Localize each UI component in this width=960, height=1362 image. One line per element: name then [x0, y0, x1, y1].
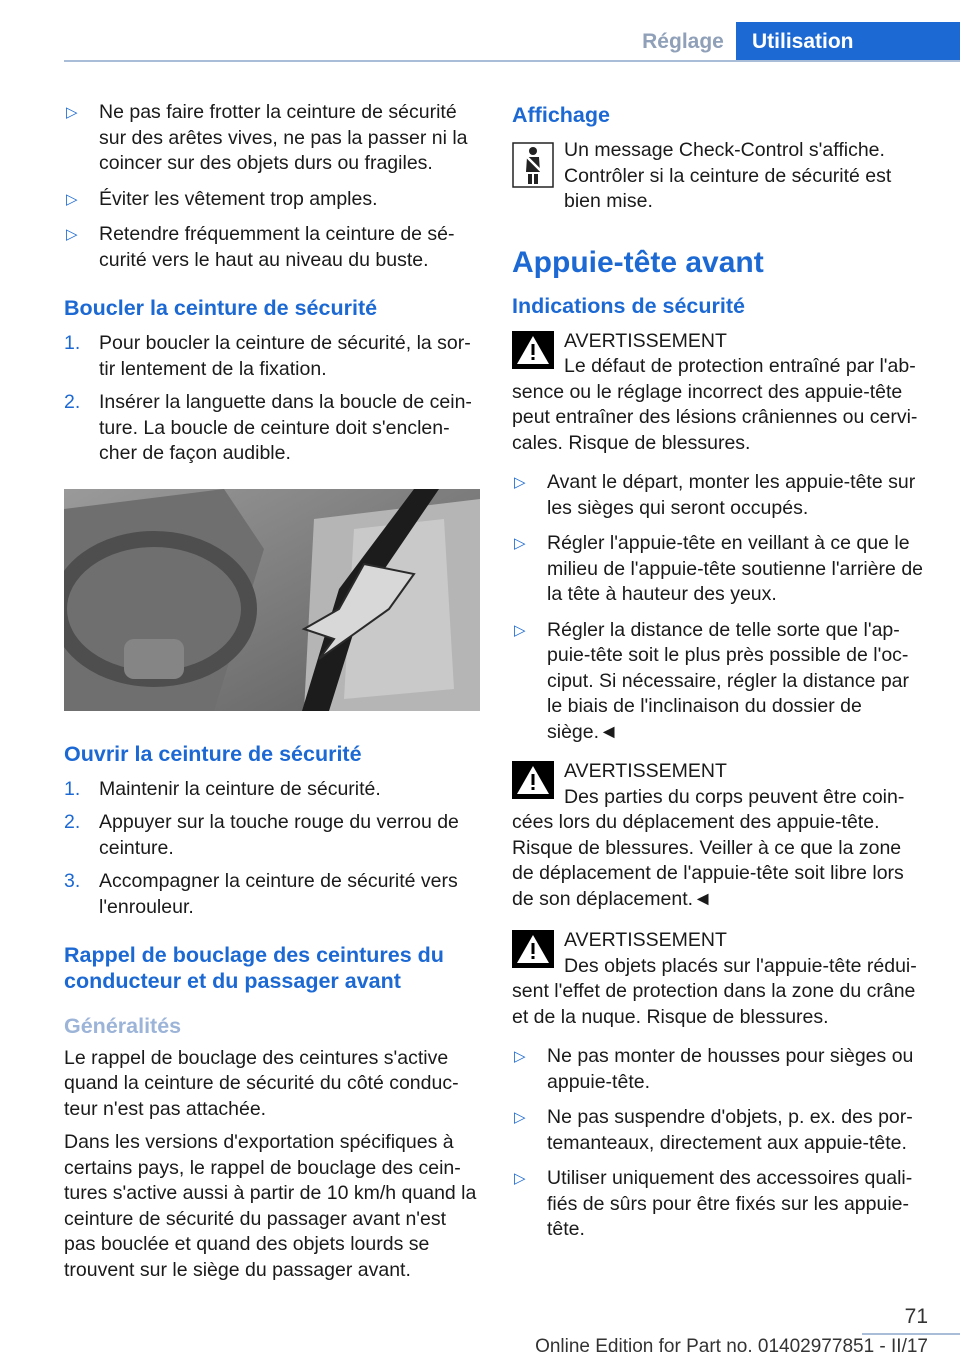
seatbelt-icon	[512, 142, 554, 188]
heading-general: Généralités	[64, 1014, 182, 1038]
warning-1	[512, 329, 928, 457]
warning-text: Le défaut de protection entraîné par l'ab-sence ou le réglage incorrect des appuie-tête peut entraîner des lésions crâniennes ou cervi-cales. Risque de blessures.	[512, 355, 918, 454]
list-item: ▷ Régler la distance de telle sorte que l'ap-puie-tête soit le plus près possible de l'oc-ciput. Si nécessaire, régler la distance par le biais de l'inclinaison du dossier de siège.◄	[514, 618, 910, 743]
unbuckle-steps	[64, 777, 482, 921]
warning-triangle-icon	[512, 761, 554, 799]
tab-utilisation[interactable]: Utilisation	[736, 22, 960, 62]
page-number: 71	[904, 1305, 928, 1328]
triangle-bullet-icon: ▷	[66, 104, 78, 121]
triangle-bullet-icon: ▷	[514, 621, 526, 639]
left-column	[64, 100, 482, 1291]
triangle-bullet-icon: ▷	[66, 190, 78, 208]
list-item: ▷ Utiliser uniquement des accessoires quali-fiés de sûrs pour être fixés sur les appuie-tête.	[514, 1167, 913, 1240]
list-item: ▷ Régler l'appuie-tête en veillant à ce que le milieu de l'appuie-tête soutienne l'arrière de la tête à hauteur des yeux.	[514, 532, 924, 605]
list-item: ▷ Ne pas suspendre d'objets, p. ex. des por-temanteaux, directement aux appuie-tête.	[514, 1106, 913, 1154]
list-item: 3. Accompagner la ceinture de sécurité vers l'enrouleur.	[64, 870, 458, 918]
triangle-bullet-icon: ▷	[514, 535, 526, 552]
warning-triangle-icon	[512, 930, 554, 968]
tab-reglage[interactable]: Réglage	[642, 30, 724, 53]
page-header	[0, 22, 960, 62]
warning-3	[512, 928, 928, 1030]
footer-rule	[862, 1333, 960, 1335]
warning-triangle-icon	[512, 331, 554, 369]
list-item: 2. Appuyer sur la touche rouge du verrou de ceinture.	[64, 811, 459, 859]
warning-text: Des parties du corps peuvent être coin-cées lors du déplacement des appuie-tête. Risque de blessures. Veiller à ce que la zone de déplacement de l'appuie-tête soit libre lors de son déplacement.◄	[512, 785, 905, 910]
warning-2	[512, 759, 928, 912]
list-item: ▷ Ne pas monter de housses pour sièges ou appuie-tête.	[514, 1045, 914, 1093]
seatbelt-photo	[64, 489, 480, 711]
triangle-bullet-icon: ▷	[514, 1109, 526, 1126]
list-item: ▷ Ne pas faire frotter la ceinture de sécurité sur des arêtes vives, ne pas la passer ni la coincer sur des objets durs ou fragiles.	[66, 101, 468, 174]
triangle-bullet-icon: ▷	[514, 1048, 526, 1065]
edition-text: Online Edition for Part no. 01402977851 - II/17	[535, 1336, 928, 1357]
list-item: ▷ Retendre fréquemment la ceinture de sé-curité vers le haut au niveau du buste.	[66, 223, 455, 271]
general-paragraph-1: Le rappel de bouclage des ceintures s'active quand la ceinture de sécurité du côté conduc-teur n'est pas attachée.	[64, 1046, 459, 1120]
buckle-steps	[64, 331, 482, 467]
heading-buckle: Boucler la ceinture de sécurité	[64, 296, 378, 320]
triangle-bullet-icon: ▷	[514, 1170, 526, 1187]
bullet-list-top	[64, 100, 482, 273]
list-item: 1. Maintenir la ceinture de sécurité.	[64, 777, 381, 800]
heading-headrest: Appuie-tête avant	[512, 245, 764, 279]
warning-text: Des objets placés sur l'appuie-tête rédui-sent l'effet de protection dans la zone du crâne et de la nuque. Risque de blessures.	[512, 954, 917, 1028]
heading-reminder: Rappel de bouclage des ceintures du conducteur et du passager avant	[64, 943, 444, 993]
triangle-bullet-icon: ▷	[66, 226, 78, 243]
warning-3-bullets	[512, 1044, 928, 1243]
heading-unbuckle: Ouvrir la ceinture de sécurité	[64, 741, 362, 766]
warning-label: AVERTISSEMENT	[564, 760, 727, 782]
general-paragraph-2: Dans les versions d'exportation spécifiques à certains pays, le rappel de bouclage des cein-tures s'active aussi à partir de 10 km/h quand la ceinture de sécurité du passager avant n'est pas bouclée et quand des objets lourds se trouvent sur le siège du passager avant.	[64, 1131, 477, 1281]
warning-label: AVERTISSEMENT	[564, 929, 727, 951]
seatbelt-illustration	[64, 489, 480, 711]
display-text: Un message Check-Control s'affiche. Contrôler si la ceinture de sécurité est bien mise.	[564, 139, 892, 212]
list-item: ▷ Avant le départ, monter les appuie-tête sur les sièges qui seront occupés.	[514, 471, 916, 519]
list-item: ▷ Éviter les vêtement trop amples.	[64, 187, 482, 213]
display-row	[512, 138, 928, 215]
heading-display: Affichage	[512, 103, 610, 127]
list-item: 1. Pour boucler la ceinture de sécurité, la sor-tir lentement de la fixation.	[64, 332, 471, 380]
right-column	[512, 100, 928, 1253]
header-rule	[64, 60, 960, 62]
heading-safety: Indications de sécurité	[512, 293, 745, 318]
list-item: 2. Insérer la languette dans la boucle de cein-ture. La boucle de ceinture doit s'enclen-cher de façon audible.	[64, 391, 472, 464]
warning-1-bullets	[512, 470, 928, 745]
triangle-bullet-icon: ▷	[514, 474, 526, 491]
warning-label: AVERTISSEMENT	[564, 329, 727, 352]
